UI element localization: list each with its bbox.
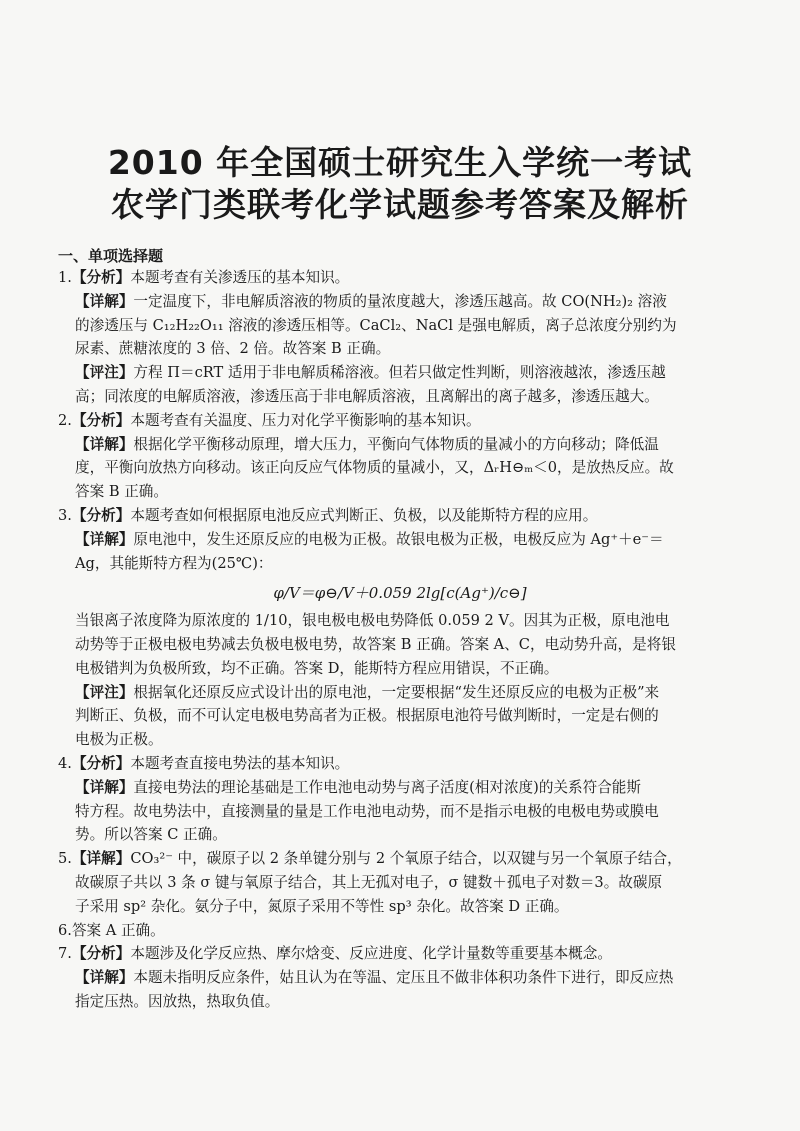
answer-tag-label: 分析: [86, 945, 116, 963]
answer-text: 子采用 sp² 杂化。氨分子中，氮原子采用不等性 sp³ 杂化。故答案 D 正确。: [75, 897, 569, 915]
answer-tag: 【详解】: [75, 292, 134, 310]
answer-tag-label: 分析: [86, 755, 116, 772]
answer-tag: 【分析】: [71, 507, 131, 524]
answer-line: [75, 683, 659, 703]
answer-tag: 【详解】: [71, 850, 131, 868]
answer-text: CO₃²⁻ 中，碳原子以 2 条单键分别与 2 个氧原子结合，以双键与另一个氧原子结合，: [130, 850, 682, 868]
question-number: 4.: [58, 755, 72, 772]
answer-tag: 【分析】: [71, 411, 131, 429]
answer-tag-label: 详解: [89, 435, 119, 453]
answer-line: [75, 387, 659, 407]
answer-text: 判断正、负极，而不可认定电极电势高者为正极。根据原电池符号做判断时，一定是右侧的: [75, 707, 659, 725]
answer-tag-label: 分析: [86, 411, 116, 429]
question-number: 1.: [58, 269, 72, 286]
nernst-formula: φ/V＝φ⊖/V＋0.059 2lg[c(Ag⁺)/c⊖]: [273, 584, 527, 603]
answer-line: [75, 968, 673, 988]
answer-tag: 【详解】: [75, 778, 134, 796]
answer-text: 根据氧化还原反应式设计出的原电池，一定要根据“发生还原反应的电极为正极”来: [133, 683, 660, 701]
answer-text: 尿素、蔗糖浓度的 3 倍、2 倍。故答案 B 正确。: [75, 340, 391, 358]
answer-tag: 【分析】: [71, 755, 131, 772]
answer-text: 本题考查如何根据原电池反应式判断正、负极，以及能斯特方程的应用。: [130, 507, 598, 524]
answer-line: [75, 730, 163, 750]
answer-line: [75, 458, 674, 478]
answer-text: 方程 Π＝cRT 适用于非电解质稀溶液。但若只做定性判断，则溶液越浓，渗透压越: [133, 364, 666, 382]
answer-text: 本题考查有关温度、压力对化学平衡影响的基本知识。: [130, 411, 481, 429]
answer-tag: 【分析】: [71, 945, 131, 963]
answer-tag-label: 分析: [86, 269, 116, 286]
question-line: [58, 754, 349, 774]
answer-text: 高；同浓度的电解质溶液，渗透压高于非电解质溶液，且离解出的离子越多，渗透压越大。: [75, 388, 659, 405]
answer-text: 电极为正极。: [75, 731, 163, 749]
answer-text: 度，平衡向放热方向移动。该正向反应气体物质的量减小，又，ΔᵣH⊖ₘ＜0，是放热反应。故: [75, 459, 674, 477]
answer-text: 答案 B 正确。: [75, 483, 168, 501]
answer-line: [75, 706, 659, 726]
answer-line: [75, 992, 279, 1012]
answer-text: 动势等于正极电极电势减去负极电极电势，故答案 B 正确。答案 A、C，电动势升高，是将银: [75, 636, 676, 653]
answer-line: [75, 659, 558, 679]
question-line: [58, 268, 349, 288]
answer-text: 的渗透压与 C₁₂H₂₂O₁₁ 溶液的渗透压相等。CaCl₂、NaCl 是强电解质，离子总浓度分别约为: [75, 316, 677, 334]
answer-line: [75, 530, 664, 550]
answer-tag: 【详解】: [75, 969, 134, 987]
answer-text: 直接电势法的理论基础是工作电池电动势与离子活度(相对浓度)的关系符合能斯: [133, 778, 641, 796]
page-title-line-2: 农学门类联考化学试题参考答案及解析: [111, 185, 689, 224]
answer-tag: 【评注】: [75, 364, 134, 382]
answer-tag: 【分析】: [71, 269, 131, 286]
answer-tag: 【详解】: [75, 435, 134, 453]
question-number: 5.: [58, 850, 72, 868]
answer-text: 本题未指明反应条件，姑且认为在等温、定压且不做非体积功条件下进行，即反应热: [133, 969, 674, 987]
answer-text: 电极错判为负极所致，均不正确。答案 D，能斯特方程应用错误，不正确。: [75, 659, 559, 677]
answer-tag-label: 详解: [86, 850, 116, 868]
answer-line: [75, 339, 390, 359]
answer-line: [75, 316, 677, 336]
question-number: 6.: [58, 921, 72, 939]
answer-line: [75, 802, 659, 822]
answer-tag-label: 详解: [89, 969, 119, 987]
answer-text: 本题考查有关渗透压的基本知识。: [130, 269, 350, 286]
answer-line: [75, 611, 670, 631]
answer-text: 故碳原子共以 3 条 σ 键与氧原子结合，其上无孤对电子，σ 键数＋孤电子对数＝3。故碳原: [75, 874, 663, 891]
answer-text: 一定温度下，非电解质溶液的物质的量浓度越大，渗透压越高。故 CO(NH₂)₂ 溶液: [133, 292, 667, 310]
answer-line: [75, 292, 667, 312]
answer-text: 当银离子浓度降为原浓度的 1/10，银电极电极电势降低 0.059 2 V。因其为正极，原电池电: [75, 612, 670, 630]
answer-tag-label: 详解: [89, 530, 119, 548]
answer-tag-label: 评注: [89, 683, 119, 701]
question-line: [58, 849, 682, 869]
answer-text: 根据化学平衡移动原理，增大压力，平衡向气体物质的量减小的方向移动；降低温: [133, 435, 659, 453]
answer-tag-label: 详解: [89, 292, 119, 310]
question-line: [58, 921, 165, 941]
answer-line: [75, 635, 676, 655]
answer-line: [75, 482, 168, 502]
answer-text: 本题考查直接电势法的基本知识。: [130, 755, 350, 772]
answer-tag: 【详解】: [75, 530, 134, 548]
answer-tag-label: 评注: [89, 364, 119, 382]
answer-line: [75, 554, 273, 574]
answer-text: 原电池中，发生还原反应的电极为正极。故银电极为正极，电极反应为 Ag⁺＋e⁻＝: [133, 530, 664, 548]
answer-text: 答案 A 正确。: [71, 921, 165, 939]
question-number: 7.: [58, 945, 72, 963]
answer-text: 势。所以答案 C 正确。: [75, 826, 227, 844]
answer-tag-label: 详解: [89, 778, 119, 796]
section-heading: 一、单项选择题: [58, 247, 164, 265]
answer-text: Ag，其能斯特方程为(25℃)：: [75, 554, 273, 572]
answer-line: [75, 897, 569, 917]
answer-tag: 【评注】: [75, 683, 134, 701]
answer-line: [75, 873, 662, 893]
answer-line: [75, 363, 666, 383]
question-line: [58, 506, 597, 526]
answer-text: 特方程。故电势法中，直接测量的量是工作电池电动势，而不是指示电极的电极电势或膜电: [75, 802, 659, 820]
question-line: [58, 944, 612, 964]
question-number: 2.: [58, 411, 72, 429]
question-line: [58, 411, 481, 431]
answer-text: 本题涉及化学反应热、摩尔焓变、反应进度、化学计量数等重要基本概念。: [130, 945, 612, 963]
answer-line: [75, 435, 659, 455]
answer-line: [75, 778, 641, 798]
question-number: 3.: [58, 507, 72, 524]
answer-tag-label: 分析: [86, 507, 116, 524]
answer-line: [75, 825, 227, 845]
page-title-line-1: 2010 年全国硕士研究生入学统一考试: [107, 143, 693, 182]
answer-text: 指定压热。因放热，热取负值。: [75, 993, 280, 1010]
